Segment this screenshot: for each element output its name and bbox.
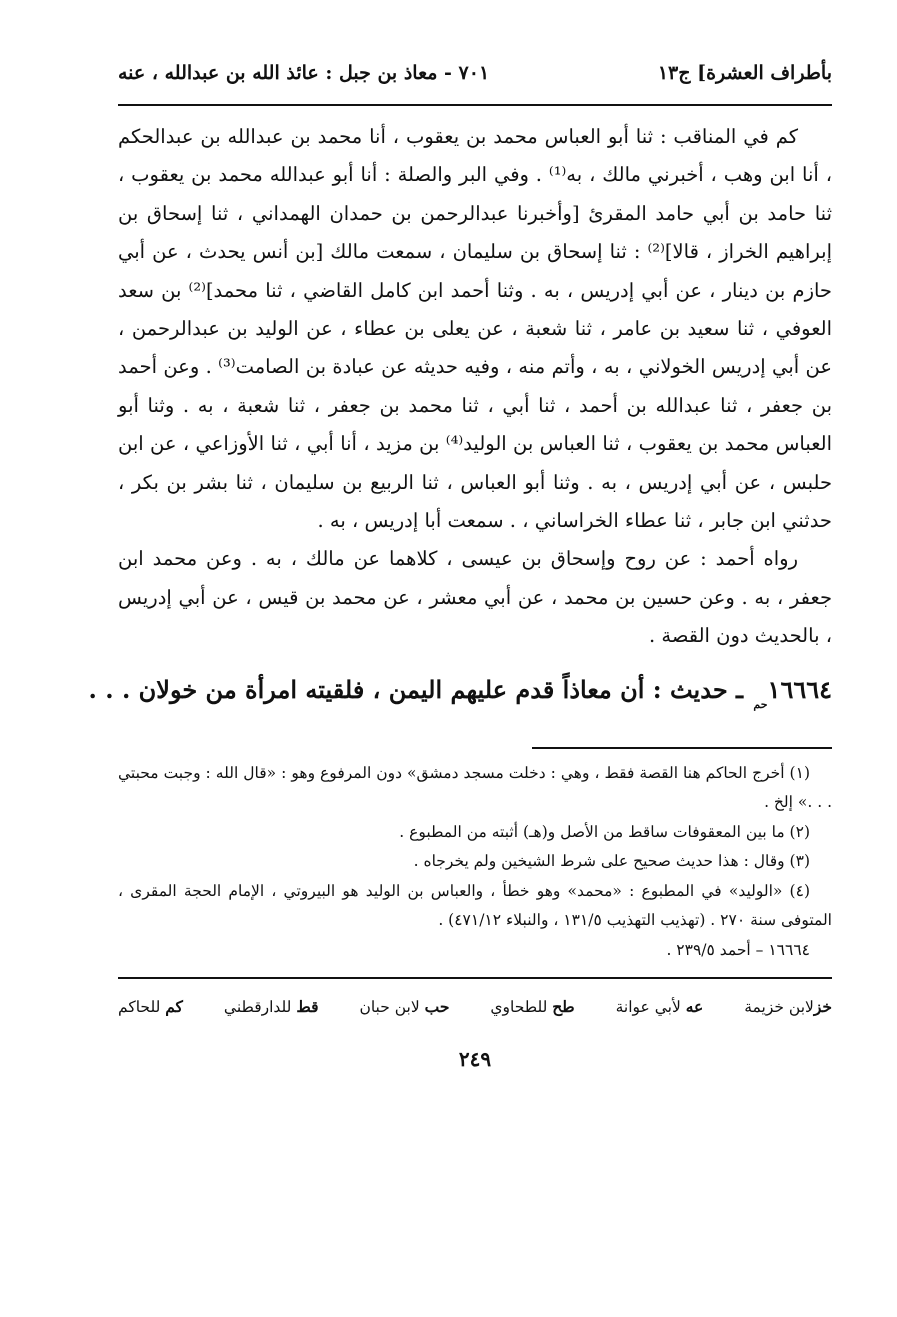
page-number: ٢٤٩ <box>458 1047 492 1072</box>
running-head-book: بأطراف العشرة] ج١٣ <box>657 62 832 84</box>
footnote: (٢) ما بين المعقوفات ساقط من الأصل و(هـ) أثبته من المطبوع . <box>399 822 810 841</box>
footnote: (٣) وقال : هذا حديث صحيح على شرط الشيخين ولم يخرجاه . <box>413 852 810 871</box>
book-page <box>88 58 832 1072</box>
footnote: (٤) «الوليد» في المطبوع : «محمد» وهو خطأ ، والعباس بن الوليد هو البيروتي ، الإمام الحجة المقرى ، المتوفى سنة ٢٧٠ . (تهذيب التهذيب ١٣١/٥ ، والنبلاء ٤٧١/١٢) . <box>118 881 832 930</box>
footnote: (١) أخرج الحاكم هنا القصة فقط ، وهي : دخلت مسجد دمشق» دون المرفوع وهو : «قال الله : وجبت محبتي . . .» إلخ . <box>118 763 832 812</box>
abbreviations-rule <box>118 977 832 979</box>
running-head-topic: ٧٠١ - معاذ بن جبل : عائذ الله بن عبدالله ، عنه <box>118 62 490 84</box>
abbreviation: كم للحاكم <box>118 997 183 1017</box>
footnotes <box>118 759 832 966</box>
abbreviation: طح للطحاوي <box>490 997 575 1017</box>
running-head <box>118 58 832 88</box>
abbreviation: خزلابن خزيمة <box>744 997 832 1017</box>
abbreviation: حب لابن حبان <box>359 997 450 1017</box>
hadith-number-group <box>743 674 832 711</box>
hadith-heading <box>88 670 832 725</box>
hadith-number: ١٦٦٦٤ <box>767 674 832 704</box>
hadith-source-mark: حم <box>753 697 768 711</box>
footnote-rule <box>532 747 832 749</box>
abbreviation: عه لأبي عوانة <box>615 997 704 1017</box>
abbreviations-key <box>118 993 832 1021</box>
hadith-text: ـ حديث : أن معاذاً قدم عليهم اليمن ، فلقيته امرأة من خولان . . . <box>88 674 744 704</box>
main-text <box>118 118 832 656</box>
header-rule <box>118 104 832 106</box>
paragraph: رواه أحمد : عن روح وإسحاق بن عيسى ، كلاهما عن مالك ، به . وعن محمد ابن جعفر ، به . وعن حسين بن محمد ، عن أبي معشر ، عن محمد بن قيس ، عن أبي إدريس ، بالحديث دون القصة . <box>118 547 832 648</box>
abbreviation: قط للدارقطني <box>223 997 319 1017</box>
footnote-reference: ١٦٦٦٤ – أحمد ٢٣٩/٥ . <box>666 940 810 959</box>
paragraph: كم في المناقب : ثنا أبو العباس محمد بن يعقوب ، أنا محمد بن عبدالله بن عبدالحكم ، أنا ابن وهب ، أخبرني مالك ، به⁽¹⁾ . وفي البر والصلة : أنا أبو عبدالله محمد بن يعقوب ، ثنا حامد بن أبي حامد المقرئ [وأخبرنا عبدالرحمن بن حمدان الهمداني ، ثنا إسحاق بن إبراهيم الخراز ، قالا]⁽²⁾ : ثنا إسحاق بن سليمان ، سمعت مالك [بن أنس يحدث ، عن أبي حازم بن دينار ، عن أبي إدريس ، به . وثنا أحمد ابن كامل القاضي ، ثنا محمد]⁽²⁾ بن سعد العوفي ، ثنا سعيد بن عامر ، ثنا شعبة ، عن يعلى بن عطاء ، عن الوليد بن عبدالرحمن ، عن أبي إدريس الخولاني ، به ، وأتم منه ، وفيه حديثه عن عبادة بن الصامت⁽³⁾ . وعن أحمد بن جعفر ، ثنا عبدالله بن أحمد ، ثنا أبي ، ثنا محمد بن جعفر ، ثنا شعبة ، به . وثنا أبو العباس محمد بن يعقوب ، ثنا العباس بن الوليد⁽⁴⁾ بن مزيد ، أنا أبي ، ثنا الأوزاعي ، عن ابن حلبس ، عن أبي إدريس ، به . وثنا أبو العباس ، ثنا الربيع بن سليمان ، ثنا بشر بن بكر ، حدثني ابن جابر ، ثنا عطاء الخراساني ، . سمعت أبا إدريس ، به . <box>118 125 832 533</box>
